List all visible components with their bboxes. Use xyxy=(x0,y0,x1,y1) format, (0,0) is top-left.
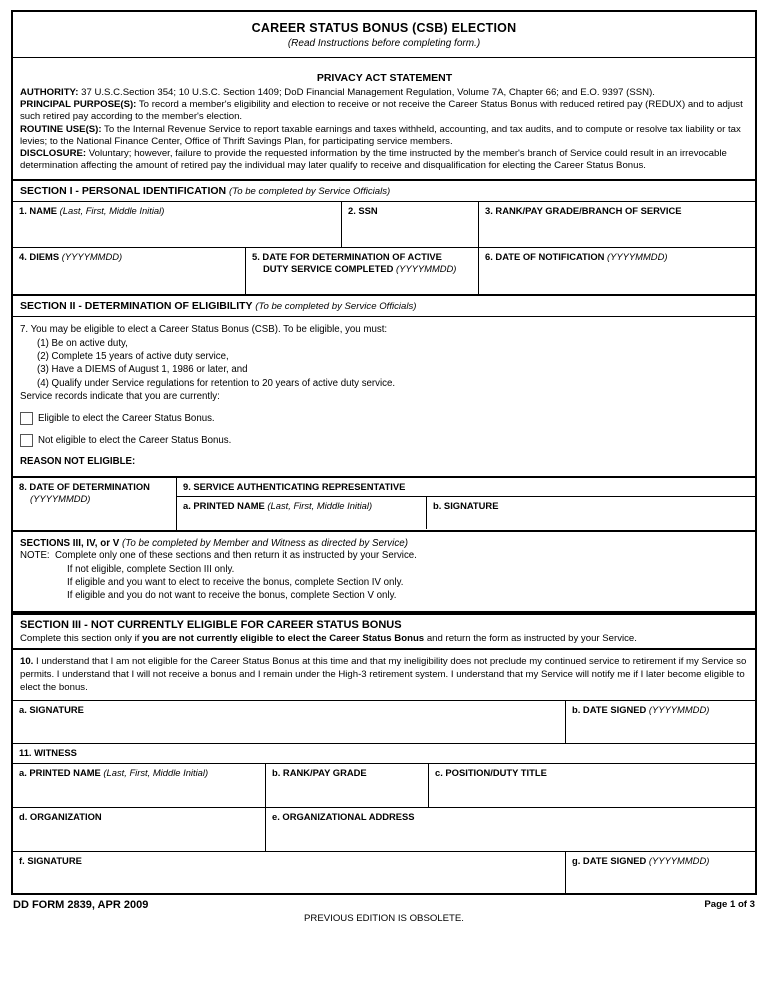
privacy-disclosure-label: DISCLOSURE: xyxy=(20,148,87,160)
field-member-signature[interactable] xyxy=(13,701,566,743)
privacy-authority-label: AUTHORITY: xyxy=(20,87,79,98)
witness-header-label: 11. WITNESS xyxy=(19,746,77,758)
member-signature-label: a. SIGNATURE xyxy=(19,703,84,715)
auth-rep-header xyxy=(177,478,755,497)
field-active-duty-date[interactable] xyxy=(246,248,479,294)
section-1-header xyxy=(13,181,755,202)
witness-rank-label: b. RANK/PAY GRADE xyxy=(272,766,367,778)
section-3-instruction xyxy=(20,633,749,644)
form-id: DD FORM 2839, APR 2009 xyxy=(13,898,149,911)
note-label: NOTE: xyxy=(20,550,50,562)
privacy-principal-purpose xyxy=(20,99,749,123)
field-determination-note: (YYYYMMDD) xyxy=(30,492,91,504)
witness-row-2 xyxy=(13,808,755,852)
field-rank-pay-grade-branch[interactable] xyxy=(479,202,755,247)
witness-org-address-label: e. ORGANIZATIONAL ADDRESS xyxy=(272,810,415,822)
field-ssn-label: 2. SSN xyxy=(348,205,378,217)
privacy-principal-label: PRINCIPAL PURPOSE(S): xyxy=(20,99,137,111)
note-line-2: If eligible and you want to elect to receive the bonus, complete Section IV only. xyxy=(67,577,404,589)
field-date-of-notification[interactable] xyxy=(479,248,755,294)
auth-printed-name-label: a. PRINTED NAME xyxy=(183,499,265,511)
field-notification-label: 6. DATE OF NOTIFICATION xyxy=(485,251,605,263)
field-witness-position-title[interactable] xyxy=(429,764,755,807)
field-name-label: 1. NAME xyxy=(19,205,58,217)
sections-note-block xyxy=(13,532,755,613)
witness-date-signed-label: g. DATE SIGNED xyxy=(572,854,647,866)
field-diems-label: 4. DIEMS xyxy=(19,251,60,263)
statement-10-block xyxy=(13,650,755,701)
field-notification-note: (YYYYMMDD) xyxy=(607,251,668,263)
field-active-duty-label-2: DUTY SERVICE COMPLETED xyxy=(263,263,394,275)
form-title-block xyxy=(13,12,755,58)
page-title: CAREER STATUS BONUS (CSB) ELECTION xyxy=(251,21,517,35)
previous-edition-notice: PREVIOUS EDITION IS OBSOLETE. xyxy=(304,912,464,924)
witness-date-signed-note: (YYYYMMDD) xyxy=(648,854,710,866)
eligibility-criterion-4: (4) Qualify under Service regulations for retention to 20 years of active duty service. xyxy=(37,377,396,389)
privacy-routine-use xyxy=(20,124,749,148)
auth-printed-name-note: (Last, First, Middle Initial) xyxy=(267,499,373,511)
auth-signature-label: b. SIGNATURE xyxy=(433,499,499,511)
eligibility-criterion-2: (2) Complete 15 years of active duty service, xyxy=(37,351,229,363)
witness-printed-name-label: a. PRINTED NAME xyxy=(19,766,101,778)
auth-rep-subrow xyxy=(177,497,755,529)
section-3-instruction-pre: Complete this section only if xyxy=(20,632,143,644)
eligibility-records-line: Service records indicate that you are currently: xyxy=(20,390,220,402)
member-date-signed-note: (YYYYMMDD) xyxy=(648,703,710,715)
section-3-header xyxy=(13,613,755,650)
statement-10-text: I understand that I am not eligible for the Career Status Bonus at this time and that my ineligibility does not preclude my continued service to retirement if my Service so permits. I understand that I will not receive a bonus and I remain under the High-3 retirement system. I understand that my Service will notify me if I later become eligible to elect the bonus. xyxy=(20,655,747,693)
field-witness-organization[interactable] xyxy=(13,808,266,851)
witness-position-label: c. POSITION/DUTY TITLE xyxy=(435,766,547,778)
section-2-title: SECTION II - DETERMINATION OF ELIGIBILITY xyxy=(20,300,253,313)
form-subtitle: (Read Instructions before completing form.) xyxy=(287,38,481,49)
not-eligible-checkbox[interactable] xyxy=(20,434,33,447)
eligible-checkbox-row[interactable] xyxy=(20,412,748,425)
witness-header-row xyxy=(13,744,755,764)
field-witness-date-signed[interactable] xyxy=(566,852,755,893)
field-witness-printed-name[interactable] xyxy=(13,764,266,807)
section-3-title: SECTION III - NOT CURRENTLY ELIGIBLE FOR CAREER STATUS BONUS xyxy=(20,618,402,631)
field-ssn[interactable] xyxy=(342,202,479,247)
eligibility-intro: 7. You may be eligible to elect a Career Status Bonus (CSB). To be eligible, you must: xyxy=(20,324,388,336)
witness-row-3 xyxy=(13,852,755,893)
section-1-row-2 xyxy=(13,248,755,296)
not-eligible-checkbox-label: Not eligible to elect the Career Status Bonus. xyxy=(38,435,232,447)
sections-note-title-note: (To be completed by Member and Witness as directed by Service) xyxy=(122,538,408,550)
section-2-auth-row xyxy=(13,478,755,532)
section-1-row-1 xyxy=(13,202,755,248)
witness-printed-name-note: (Last, First, Middle Initial) xyxy=(103,766,209,778)
field-witness-rank-pay-grade[interactable] xyxy=(266,764,429,807)
field-auth-printed-name[interactable] xyxy=(177,497,427,529)
field-name-note: (Last, First, Middle Initial) xyxy=(59,205,165,217)
field-witness-org-address[interactable] xyxy=(266,808,755,851)
page-number: Page 1 of 3 xyxy=(704,898,755,910)
privacy-routine-label: ROUTINE USE(S): xyxy=(20,123,102,135)
privacy-principal-text: To record a member's eligibility and election to receive or not receive the Career Status Bonus with reduced retired pay (REDUX) and to adjust such retired pay according to the member's election. xyxy=(20,99,743,123)
field-determination-label: 8. DATE OF DETERMINATION xyxy=(19,481,150,493)
section-3-instruction-post: and return the form as instructed by your Service. xyxy=(424,632,637,644)
field-diems[interactable] xyxy=(13,248,246,294)
eligibility-body xyxy=(13,317,755,478)
note-line-3: If eligible and you do not want to receive the bonus, complete Section V only. xyxy=(67,590,397,602)
section-2-header xyxy=(13,296,755,317)
field-active-duty-note: (YYYYMMDD) xyxy=(396,263,457,275)
form-body xyxy=(11,10,757,895)
field-auth-signature[interactable] xyxy=(427,497,755,529)
eligibility-criterion-1: (1) Be on active duty, xyxy=(37,337,128,349)
member-date-signed-label: b. DATE SIGNED xyxy=(572,703,647,715)
sections-note-title: SECTIONS III, IV, or V xyxy=(20,538,120,550)
witness-header xyxy=(13,744,755,763)
note-first-line: Complete only one of these sections and then return it as instructed by your Service. xyxy=(55,550,417,562)
privacy-routine-text: To the Internal Revenue Service to report taxable earnings and taxes withheld, accounting, and tax audits, and to compute or resolve tax liability or tax levies; to the National Finance Center, Office of Thrift Savings Plan, for participating service members. xyxy=(20,123,741,147)
eligible-checkbox-label: Eligible to elect the Career Status Bonus. xyxy=(38,413,215,425)
field-witness-signature[interactable] xyxy=(13,852,566,893)
privacy-authority-text: 37 U.S.C.Section 354; 10 U.S.C. Section 1409; DoD Financial Management Regulation, Volume 7A, Chapter 66; and E.O. 9397 (SSN). xyxy=(81,87,655,98)
field-service-authenticating-rep xyxy=(177,478,755,530)
section-1-note: (To be completed by Service Officials) xyxy=(229,186,391,198)
auth-rep-label: 9. SERVICE AUTHENTICATING REPRESENTATIVE xyxy=(183,481,406,493)
privacy-disclosure-text: Voluntary; however, failure to provide the requested information by the time instructed by the member's branch of Service could result in an irrevocable determination affecting the amount of retired pay the individual may later qualify to receive and disqualification for electing the Career Status Bonus. xyxy=(20,148,727,172)
witness-organization-label: d. ORGANIZATION xyxy=(19,810,102,822)
witness-signature-label: f. SIGNATURE xyxy=(19,854,82,866)
section-1-title: SECTION I - PERSONAL IDENTIFICATION xyxy=(20,185,227,198)
field-diems-note: (YYYYMMDD) xyxy=(61,251,123,263)
privacy-disclosure xyxy=(20,148,749,172)
statement-10-number: 10. xyxy=(20,655,34,667)
form-footer xyxy=(11,899,757,933)
note-line-1: If not eligible, complete Section III only. xyxy=(67,563,235,575)
privacy-act-heading: PRIVACY ACT STATEMENT xyxy=(316,72,453,84)
field-member-date-signed[interactable] xyxy=(566,701,755,743)
member-signature-row xyxy=(13,701,755,744)
reason-not-eligible-label: REASON NOT ELIGIBLE: xyxy=(20,456,136,468)
section-3-instruction-bold: you are not currently eligible to elect the Career Status Bonus xyxy=(142,632,425,644)
field-active-duty-label: 5. DATE FOR DETERMINATION OF ACTIVE xyxy=(252,251,442,263)
privacy-authority xyxy=(20,87,749,99)
field-date-of-determination[interactable] xyxy=(13,478,177,530)
section-2-note: (To be completed by Service Officials) xyxy=(255,301,417,313)
eligible-checkbox[interactable] xyxy=(20,412,33,425)
not-eligible-checkbox-row[interactable] xyxy=(20,434,748,447)
privacy-act-block xyxy=(13,58,755,181)
witness-row-1 xyxy=(13,764,755,808)
field-name[interactable] xyxy=(13,202,342,247)
field-rank-label: 3. RANK/PAY GRADE/BRANCH OF SERVICE xyxy=(485,205,682,217)
eligibility-criterion-3: (3) Have a DIEMS of August 1, 1986 or later, and xyxy=(37,364,248,376)
